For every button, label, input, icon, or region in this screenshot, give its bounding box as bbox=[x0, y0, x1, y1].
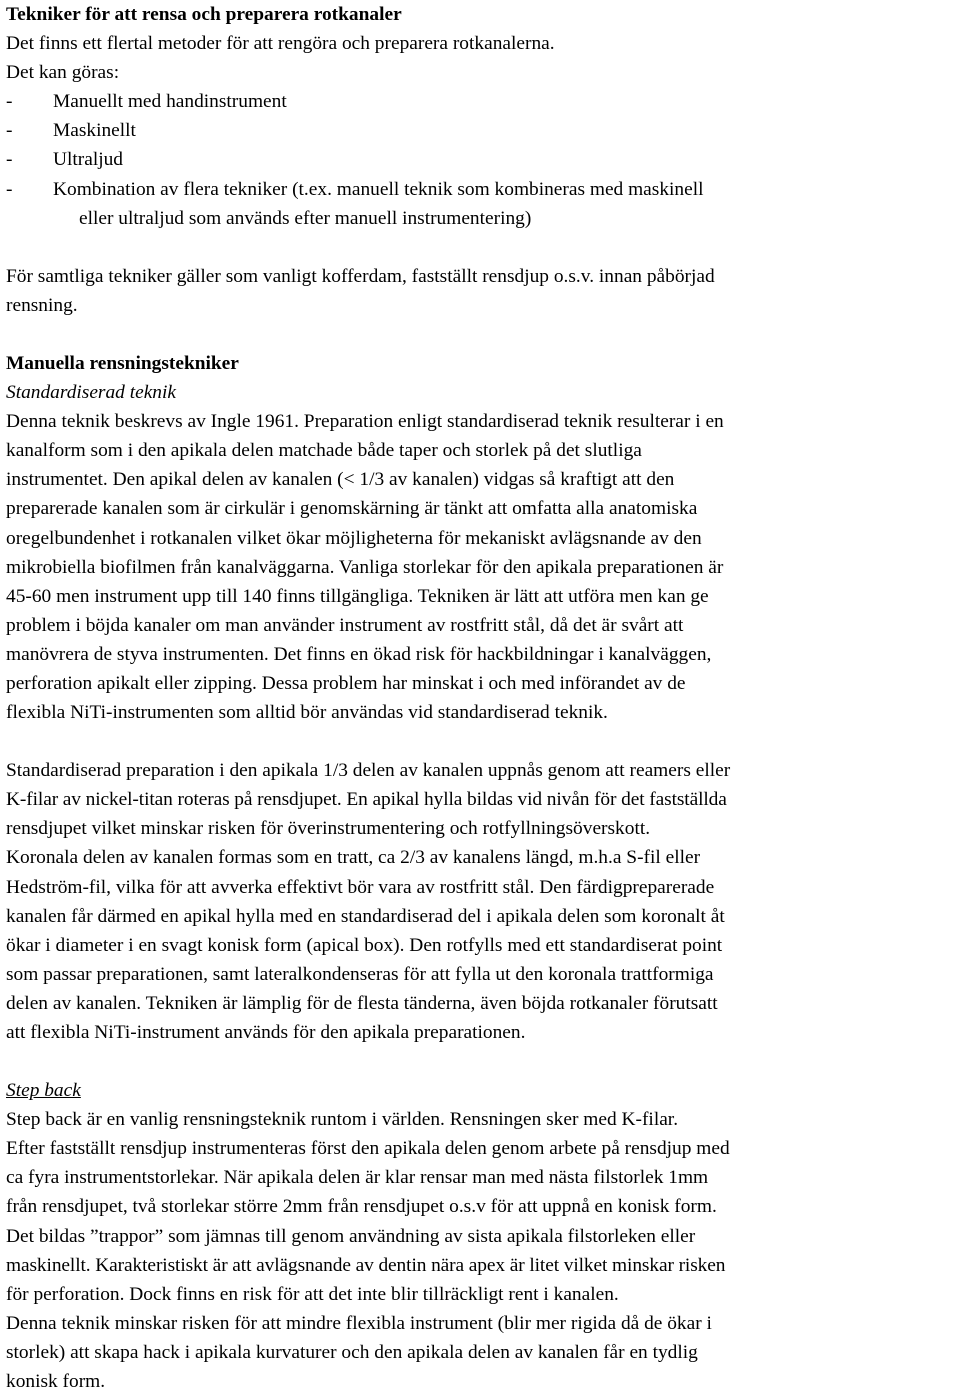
standardized-paragraph-2 bbox=[6, 756, 950, 1047]
intro-line-1: Det finns ett flertal metoder för att rengöra och preparera rotkanalerna. bbox=[6, 33, 555, 55]
list-item bbox=[6, 116, 950, 145]
paragraph-line: som passar preparationen, samt lateralkondenseras för att fylla ut den koronala trattformiga bbox=[6, 963, 714, 985]
paragraph-line: Standardiserad preparation i den apikala 1/3 delen av kanalen uppnås genom att reamers eller bbox=[6, 760, 731, 782]
paragraph-line: rensdjupet vilket minskar risken för överinstrumentering och rotfyllningsöverskott. bbox=[6, 818, 651, 840]
list-item-text: Manuellt med handinstrument bbox=[53, 91, 287, 113]
paragraph-line: från rensdjupet, två storlekar större 2mm från rensdjupet o.s.v för att uppnå en konisk form. bbox=[6, 1196, 717, 1218]
paragraph-line: maskinellt. Karakteristiskt är att avlägsnande av dentin nära apex är litet vilket minskar risken bbox=[6, 1254, 726, 1276]
spacer bbox=[6, 727, 950, 756]
list-item bbox=[6, 175, 950, 204]
paragraph-line: flexibla NiTi-instrumenten som alltid bör användas vid standardiserad teknik. bbox=[6, 702, 608, 724]
paragraph-line: manövrera de styva instrumenten. Det finns en ökad risk för hackbildningar i kanalväggen, bbox=[6, 643, 712, 665]
paragraph-line: för perforation. Dock finns en risk för att det inte blir tillräckligt rent i kanalen. bbox=[6, 1283, 619, 1305]
section-heading-manual: Manuella rensningstekniker bbox=[6, 352, 239, 374]
paragraph-line: Step back är en vanlig rensningsteknik runtom i världen. Rensningen sker med K-filar. bbox=[6, 1109, 679, 1131]
subheading-step-back: Step back bbox=[6, 1080, 81, 1102]
spacer bbox=[6, 233, 950, 262]
paragraph-line: instrumentet. Den apikal delen av kanalen (< 1/3 av kanalen) vidgas så kraftigt att den bbox=[6, 469, 675, 491]
paragraph-line: ca fyra instrumentstorlekar. När apikala delen är klar rensar man med nästa filstorlek 1mm bbox=[6, 1167, 709, 1189]
paragraph-line: 45-60 men instrument upp till 140 finns tillgängliga. Tekniken är lätt att utföra men kan ge bbox=[6, 585, 709, 607]
note-line: rensning. bbox=[6, 294, 78, 316]
paragraph-line: kanalform som i den apikala delen matchade både taper och storlek på det slutliga bbox=[6, 440, 642, 462]
paragraph-line: storlek) att skapa hack i apikala kurvaturer och den apikala delen av kanalen får en tydlig bbox=[6, 1341, 698, 1363]
paragraph-line: Denna teknik beskrevs av Ingle 1961. Preparation enligt standardiserad teknik resulterar i en bbox=[6, 411, 724, 433]
paragraph-line: Koronala delen av kanalen formas som en tratt, ca 2/3 av kanalens längd, m.h.a S-fil eller bbox=[6, 847, 701, 869]
paragraph-line: Det bildas ”trappor” som jämnas till genom användning av sista apikala filstorleken eller bbox=[6, 1225, 696, 1247]
paragraph-line: kanalen får därmed en apikal hylla med en standardiserad del i apikala delen som koronalt åt bbox=[6, 905, 725, 927]
paragraph-line: Efter fastställt rensdjup instrumenteras först den apikala delen genom arbete på rensdjup med bbox=[6, 1138, 730, 1160]
paragraph-line: K-filar av nickel-titan roteras på rensdjupet. En apikal hylla bildas vid nivån för det fastställda bbox=[6, 789, 727, 811]
paragraph-line: preparerade kanalen som är cirkulär i genomskärning är tänkt att omfatta alla anatomiska bbox=[6, 498, 698, 520]
step-back-paragraph bbox=[6, 1105, 950, 1396]
paragraph-line: att flexibla NiTi-instrument används för den apikala preparationen. bbox=[6, 1022, 526, 1043]
paragraph-line: problem i böjda kanaler om man använder instrument av rostfritt stål, då det är svårt att bbox=[6, 614, 684, 636]
list-dash: - bbox=[6, 178, 13, 200]
intro-line-2: Det kan göras: bbox=[6, 62, 120, 84]
subheading-standardized: Standardiserad teknik bbox=[6, 382, 176, 404]
list-dash: - bbox=[6, 149, 13, 171]
note-line: För samtliga tekniker gäller som vanligt kofferdam, fastställt rensdjup o.s.v. innan påbörjad bbox=[6, 265, 715, 287]
list-item-text: Kombination av flera tekniker (t.ex. manuell teknik som kombineras med maskinell bbox=[53, 178, 704, 200]
paragraph-line: Hedström-fil, vilka för att avverka effektivt bör vara av rostfritt stål. Den färdigpreparerade bbox=[6, 876, 715, 898]
spacer bbox=[6, 320, 950, 349]
spacer bbox=[6, 1047, 950, 1076]
list-dash: - bbox=[6, 91, 13, 113]
standardized-paragraph-1 bbox=[6, 407, 950, 727]
list-item bbox=[6, 87, 950, 116]
paragraph-line: ökar i diameter i en svagt konisk form (apical box). Den rotfylls med ett standardiserat point bbox=[6, 934, 723, 956]
paragraph-line: Denna teknik minskar risken för att mindre flexibla instrument (blir mer rigida då de ökar i bbox=[6, 1312, 712, 1334]
document-title: Tekniker för att rensa och preparera rotkanaler bbox=[6, 4, 402, 25]
list-item-continuation: eller ultraljud som används efter manuell instrumentering) bbox=[79, 207, 532, 229]
list-item bbox=[6, 145, 950, 174]
paragraph-line: konisk form. bbox=[6, 1371, 106, 1393]
paragraph-line: mikrobiella biofilmen från kanalväggarna. Vanliga storlekar för den apikala preparationen är bbox=[6, 556, 724, 578]
list-item-text: Ultraljud bbox=[53, 149, 124, 171]
note-paragraph bbox=[6, 262, 950, 320]
paragraph-line: oregelbundenhet i rotkanalen vilket ökar möjligheterna för mekaniskt avlägsnande av den bbox=[6, 527, 702, 549]
paragraph-line: perforation apikalt eller zipping. Dessa problem har minskat i och med införandet av de bbox=[6, 672, 686, 694]
method-list bbox=[6, 87, 950, 232]
list-dash: - bbox=[6, 120, 13, 142]
list-item-text: Maskinellt bbox=[53, 120, 136, 142]
paragraph-line: delen av kanalen. Tekniken är lämplig för de flesta tänderna, även böjda rotkanaler förutsatt bbox=[6, 992, 718, 1014]
